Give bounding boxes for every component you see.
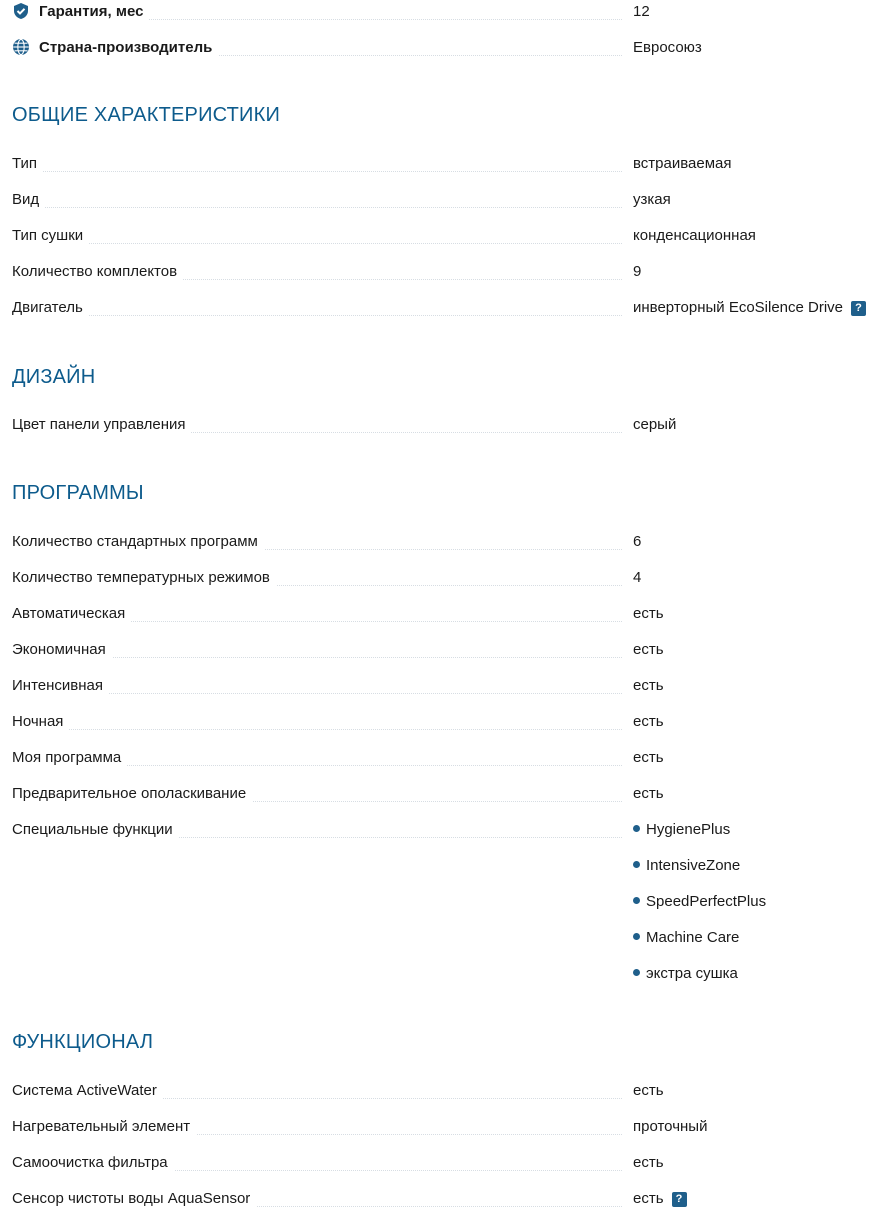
spec-value: есть (633, 677, 664, 694)
list-item-text: SpeedPerfectPlus (646, 893, 767, 910)
spec-row (12, 782, 878, 818)
list-item (633, 929, 739, 947)
shield-check-icon (12, 2, 30, 20)
spec-value: есть (633, 785, 664, 802)
spec-row (12, 710, 878, 746)
spec-label: Тип сушки (12, 227, 89, 245)
spec-label: Нагревательный элемент (12, 1118, 196, 1136)
spec-value: встраиваемая (633, 155, 732, 172)
list-item-text: IntensiveZone (646, 857, 741, 874)
spec-value: есть (633, 605, 664, 622)
spec-value: Евросоюз (633, 39, 702, 56)
spec-label: Количество температурных режимов (12, 569, 276, 587)
spec-value-text: инверторный EcoSilence Drive (633, 299, 844, 316)
spec-row (12, 188, 878, 224)
spec-label: Предварительное ополаскивание (12, 785, 252, 803)
list-item (633, 965, 738, 983)
spec-value (633, 299, 866, 317)
spec-label: Тип (12, 155, 43, 173)
spec-row (12, 413, 878, 449)
dotted-leader (12, 243, 622, 244)
spec-label: Интенсивная (12, 677, 109, 695)
section-title-functional: ФУНКЦИОНАЛ (12, 1031, 154, 1053)
spec-row (12, 260, 878, 296)
spec-label: Самоочистка фильтра (12, 1154, 174, 1172)
spec-label: Сенсор чистоты воды AquaSensor (12, 1190, 256, 1208)
spec-value: узкая (633, 191, 671, 208)
spec-label: Количество стандартных программ (12, 533, 264, 551)
bullet-icon (633, 897, 640, 904)
spec-label: Количество комплектов (12, 263, 183, 281)
spec-value: проточный (633, 1118, 708, 1135)
section-title-general: ОБЩИЕ ХАРАКТЕРИСТИКИ (12, 104, 281, 126)
spec-value: конденсационная (633, 227, 756, 244)
spec-label: Цвет панели управления (12, 416, 191, 434)
spec-value: есть (633, 749, 664, 766)
spec-row (12, 1115, 878, 1151)
spec-row (12, 602, 878, 638)
dotted-leader (12, 207, 622, 208)
spec-label: Система ActiveWater (12, 1082, 163, 1100)
bullet-icon (633, 969, 640, 976)
spec-row (12, 746, 878, 782)
spec-value: есть (633, 641, 664, 658)
spec-label: Вид (12, 191, 45, 209)
spec-row (12, 224, 878, 260)
spec-value: 12 (633, 3, 650, 20)
list-item-text: HygienePlus (646, 821, 731, 838)
help-icon[interactable]: ? (851, 301, 866, 316)
bullet-icon (633, 825, 640, 832)
spec-label: Страна-производитель (12, 39, 218, 57)
dotted-leader (12, 315, 622, 316)
spec-value: 9 (633, 263, 642, 280)
spec-value: 6 (633, 533, 642, 550)
dotted-leader (12, 171, 622, 172)
spec-row (12, 566, 878, 602)
spec-row (12, 638, 878, 674)
list-item (633, 821, 730, 839)
spec-row (12, 1187, 878, 1223)
spec-row-special-functions (12, 818, 878, 854)
help-icon[interactable]: ? (672, 1192, 687, 1207)
spec-row-country (12, 36, 878, 72)
spec-label: Двигатель (12, 299, 89, 317)
spec-row (12, 1079, 878, 1115)
bullet-icon (633, 933, 640, 940)
spec-row (12, 152, 878, 188)
spec-row (12, 530, 878, 566)
section-title-design: ДИЗАЙН (12, 366, 96, 388)
bullet-icon (633, 861, 640, 868)
list-item-text: Machine Care (646, 929, 740, 946)
list-item (633, 857, 740, 875)
spec-value: есть (633, 1154, 664, 1171)
spec-value: серый (633, 416, 677, 433)
spec-row-warranty (12, 0, 878, 36)
spec-value-text: есть (633, 1190, 664, 1207)
spec-label: Автоматическая (12, 605, 131, 623)
section-title-programs: ПРОГРАММЫ (12, 482, 144, 504)
spec-row (12, 1151, 878, 1187)
spec-value: есть (633, 713, 664, 730)
spec-label: Специальные функции (12, 821, 179, 839)
spec-row (12, 296, 878, 332)
list-item (633, 893, 766, 911)
list-item-text: экстра сушка (646, 965, 738, 982)
spec-row (12, 674, 878, 710)
spec-label: Экономичная (12, 641, 112, 659)
spec-label: Моя программа (12, 749, 127, 767)
spec-value: есть (633, 1082, 664, 1099)
globe-icon (12, 38, 30, 56)
spec-value: 4 (633, 569, 642, 586)
spec-value (633, 1190, 687, 1208)
dotted-leader (12, 729, 622, 730)
spec-label: Ночная (12, 713, 69, 731)
spec-label: Гарантия, мес (12, 3, 149, 21)
